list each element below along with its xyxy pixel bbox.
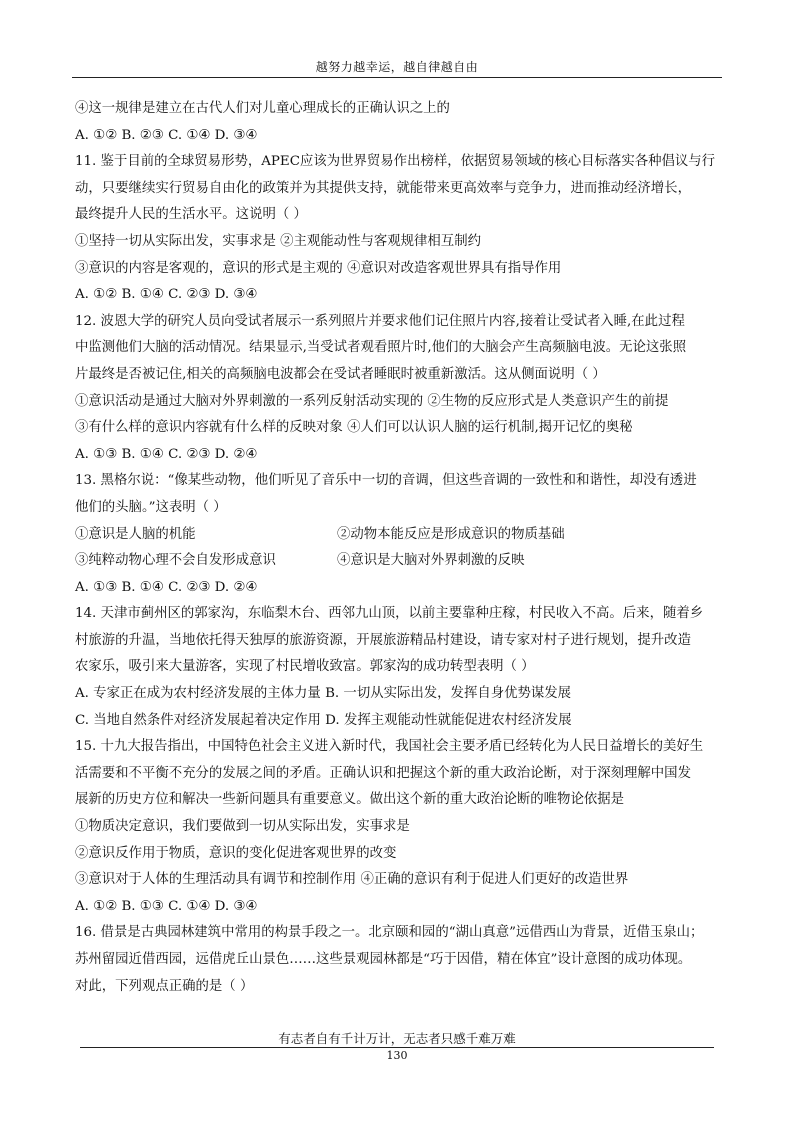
question-15-option: ①物质决定意识，我们要做到一切从实际出发，实事求是	[75, 819, 410, 835]
text-line: ④这一规律是建立在古代人们对儿童心理成长的正确认识之上的	[75, 101, 450, 116]
footer-divider	[80, 1047, 714, 1048]
answer-choices-line: A. ①② B. ②③ C. ①④ D. ③④	[75, 127, 258, 143]
question-12-option: ③有什么样的意识内容就有什么样的反映对象 ④人们可以认识人脑的运行机制,揭开记忆的奥秘	[75, 420, 633, 436]
question-13-option: ②动物本能反应是形成意识的物质基础	[337, 526, 565, 542]
question-12-stem: 中监测他们大脑的活动情况。结果显示,当受试者观看照片时,他们的大脑会产生高频脑电波。无论这张照	[75, 340, 687, 356]
question-13-answers: A. ①③ B. ①④ C. ②③ D. ②④	[75, 579, 258, 595]
question-15-stem: 展新的历史方位和解决一些新问题具有重要意义。做出这个新的重大政治论断的唯物论依据是	[75, 792, 625, 808]
question-15-option: ②意识反作用于物质，意识的变化促进客观世界的改变	[75, 845, 397, 861]
question-14-answers: C. 当地自然条件对经济发展起着决定作用 D. 发挥主观能动性就能促进农村经济发展	[75, 712, 572, 728]
question-14-stem: 14. 天津市蓟州区的郭家沟，东临梨木台、西邻九山顶，以前主要靠种庄稼，村民收入不高。后来，随着乡	[75, 606, 704, 622]
question-16-stem: 苏州留园近借西园，远借虎丘山景色……这些景观园林都是“巧于因借，精在体宜”设计意图的成功体现。	[75, 952, 692, 967]
header-divider	[72, 77, 722, 78]
question-content	[75, 96, 725, 1000]
question-13-option-row	[75, 548, 725, 575]
question-11-option: ③意识的内容是客观的，意识的形式是主观的 ④意识对改造客观世界具有指导作用	[75, 260, 562, 276]
question-15-answers: A. ①② B. ①③ C. ①④ D. ③④	[75, 898, 258, 914]
question-14-stem: 农家乐，吸引来大量游客，实现了村民增收致富。郭家沟的成功转型表明（ ）	[75, 659, 535, 675]
page-number: 130	[386, 1049, 408, 1062]
question-15-stem: 15. 十九大报告指出，中国特色社会主义进入新时代，我国社会主要矛盾已经转化为人民日益增长的美好生	[75, 739, 704, 755]
question-13-option: ④意识是大脑对外界刺激的反映	[337, 553, 525, 569]
question-13-stem: 13. 黑格尔说：“像某些动物，他们听见了音乐中一切的音调，但这些音调的一致性和和谐性，却没有透进	[75, 473, 697, 489]
question-11-stem: 11. 鉴于目前的全球贸易形势，APEC应该为世界贸易作出榜样，依据贸易领域的核心目标落实各种倡议与行	[75, 154, 716, 170]
page-header-motto: 越努力越幸运，越自律越自由	[315, 60, 479, 74]
question-13-option: ③纯粹动物心理不会自发形成意识	[75, 553, 276, 569]
question-12-answers: A. ①③ B. ①④ C. ②③ D. ②④	[75, 446, 258, 462]
question-12-stem: 12. 波恩大学的研究人员向受试者展示一系列照片并要求他们记住照片内容,接着让受试者入睡,在此过程	[75, 313, 685, 329]
question-11-option: ①坚持一切从实际出发，实事求是 ②主观能动性与客观规律相互制约	[75, 233, 481, 249]
question-15-stem: 活需要和不平衡不充分的发展之间的矛盾。正确认识和把握这个新的重大政治论断，对于深刻理解中国发	[75, 765, 691, 781]
question-12-stem: 片最终是否被记住,相关的高频脑电波都会在受试者睡眠时被重新激活。这从侧面说明（ ）	[75, 366, 606, 382]
question-11-stem: 动，只要继续实行贸易自由化的政策并为其提供支持，就能带来更高效率与竞争力，进而推动经济增长，	[75, 180, 691, 196]
question-15-option: ③意识对于人体的生理活动具有调节和控制作用 ④正确的意识有利于促进人们更好的改造世界	[75, 872, 629, 888]
question-14-stem: 村旅游的升温，当地依托得天独厚的旅游资源，开展旅游精品村建设，请专家对村子进行规划，提升改造	[75, 632, 691, 648]
question-16-stem: 16. 借景是古典园林建筑中常用的构景手段之一。北京颐和园的“湖山真意”远借西山为背景，近借玉泉山；	[75, 925, 704, 941]
question-13-option: ①意识是人脑的机能	[75, 526, 196, 542]
question-13-stem: 他们的头脑。”这表明（ ）	[75, 499, 227, 515]
question-11-answers: A. ①② B. ①④ C. ②③ D. ③④	[75, 287, 258, 303]
page-footer-motto: 有志者自有千计万计，无志者只感千难万难	[278, 1031, 516, 1046]
question-13-option-row	[75, 522, 725, 549]
question-11-stem: 最终提升人民的生活水平。这说明（ ）	[75, 207, 307, 223]
question-16-stem: 对此，下列观点正确的是（ ）	[75, 978, 254, 994]
question-12-option: ①意识活动是通过大脑对外界刺激的一系列反射活动实现的 ②生物的反应形式是人类意识产生的前提	[75, 393, 669, 409]
question-14-answers: A. 专家正在成为农村经济发展的主体力量 B. 一切从实际出发，发挥自身优势谋发展	[75, 686, 572, 702]
